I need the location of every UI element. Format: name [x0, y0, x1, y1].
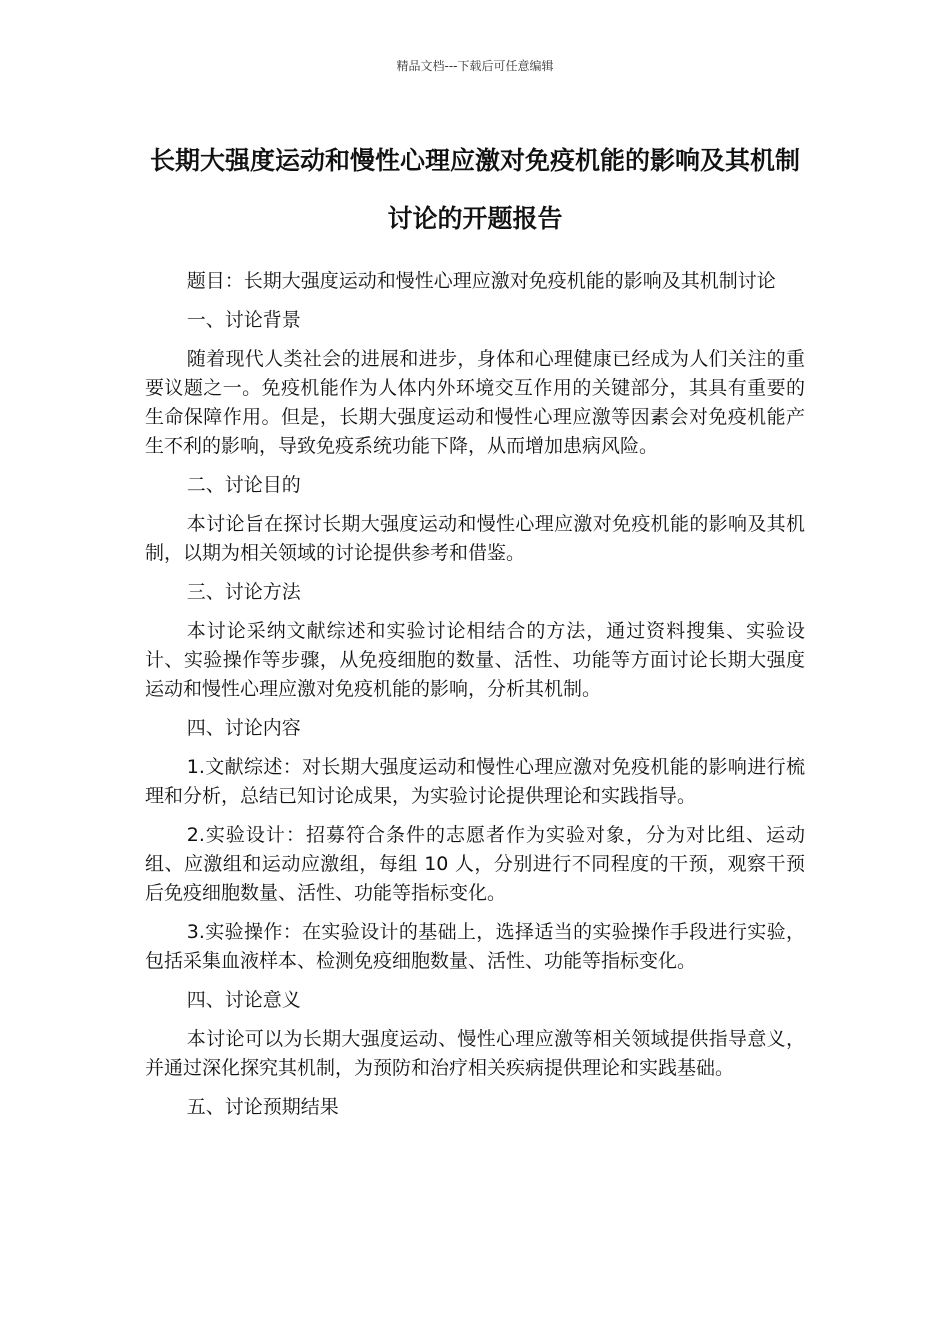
section-heading-content: 四、讨论内容	[186, 717, 301, 739]
paragraph-significance: 本讨论可以为长期大强度运动、慢性心理应激等相关领域提供指导意义，并通过深化探究其机制，为预防和治疗相关疾病提供理论和实践基础。	[145, 1028, 805, 1079]
section-heading-background: 一、讨论背景	[186, 309, 301, 331]
paragraph-background: 随着现代人类社会的进展和进步，身体和心理健康已经成为人们关注的重要议题之一。免疫机能作为人体内外环境交互作用的关键部分，其具有重要的生命保障作用。但是，长期大强度运动和慢性心理应激等因素会对免疫机能产生不利的影响，导致免疫系统功能下降，从而增加患病风险。	[145, 348, 805, 457]
document-title: 长期大强度运动和慢性心理应激对免疫机能的影响及其机制讨论的开题报告	[149, 146, 800, 233]
paragraph-topic: 题目：长期大强度运动和慢性心理应激对免疫机能的影响及其机制讨论	[186, 270, 776, 292]
paragraph-purpose: 本讨论旨在探讨长期大强度运动和慢性心理应激对免疫机能的影响及其机制，以期为相关领域的讨论提供参考和借鉴。	[145, 513, 805, 564]
section-heading-method: 三、讨论方法	[186, 581, 301, 603]
paragraph-content-1: 1.文献综述：对长期大强度运动和慢性心理应激对免疫机能的影响进行梳理和分析，总结已知讨论成果，为实验讨论提供理论和实践指导。	[145, 756, 805, 807]
header-note: 精品文档---下载后可任意编辑	[396, 59, 554, 73]
section-heading-expected-results: 五、讨论预期结果	[186, 1096, 339, 1118]
section-heading-significance: 四、讨论意义	[186, 989, 301, 1011]
paragraph-content-3: 3.实验操作：在实验设计的基础上，选择适当的实验操作手段进行实验，包括采集血液样本、检测免疫细胞数量、活性、功能等指标变化。	[145, 921, 805, 972]
document-body	[145, 267, 805, 1132]
paragraph-method: 本讨论采纳文献综述和实验讨论相结合的方法，通过资料搜集、实验设计、实验操作等步骤，从免疫细胞的数量、活性、功能等方面讨论长期大强度运动和慢性心理应激对免疫机能的影响，分析其机制。	[145, 620, 805, 700]
section-heading-purpose: 二、讨论目的	[186, 474, 301, 496]
paragraph-content-2: 2.实验设计：招募符合条件的志愿者作为实验对象，分为对比组、运动组、应激组和运动应激组，每组 10 人，分别进行不同程度的干预，观察干预后免疫细胞数量、活性、功能等指标变化。	[145, 824, 805, 904]
